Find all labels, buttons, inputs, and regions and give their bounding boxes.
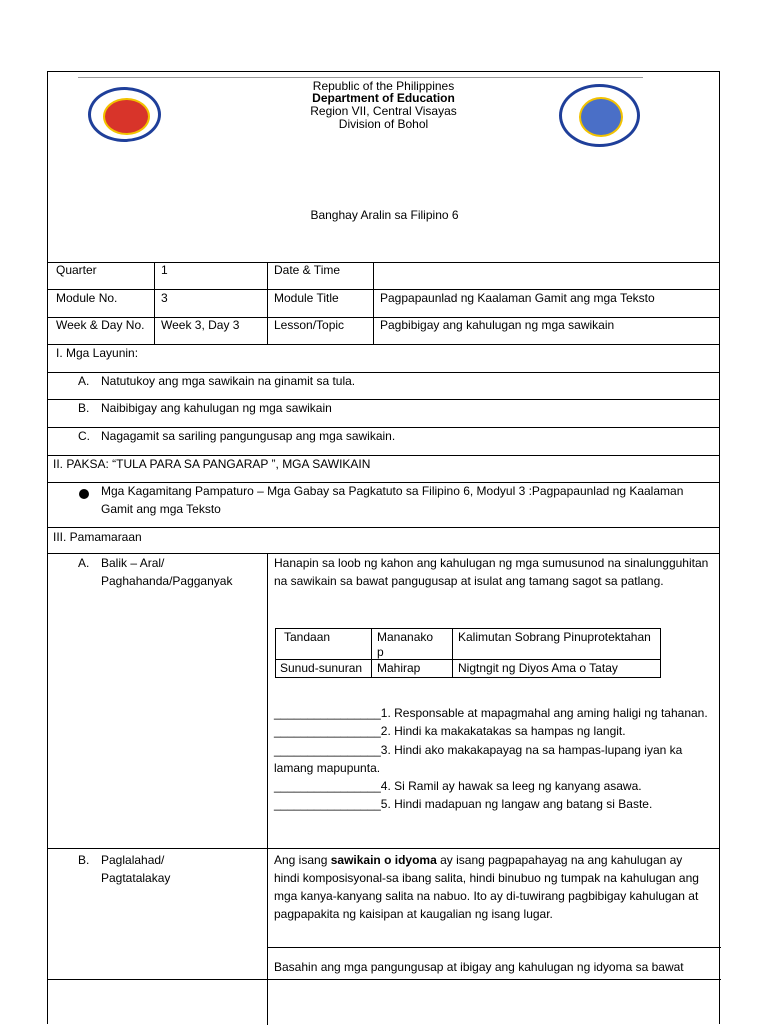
module-no-value: 3: [161, 291, 168, 305]
lesson-value: Pagbibigay ang kahulugan ng mga sawikain: [380, 318, 615, 332]
layunin-c-text: Nagagamit sa sariling pangungusap ang mga sawikain.: [101, 429, 396, 443]
exercise-item-1: ________________1. Responsable at mapagmahal ang aming haligi ng tahanan.: [274, 706, 708, 720]
word-box-cell: Mahirap: [377, 661, 421, 675]
word-box-cell: Sunud-sunuran: [280, 661, 363, 675]
exercise-item-3: ________________3. Hindi ako makakapayag na sa hampas-lupang iyan ka: [274, 743, 683, 757]
layunin-b-text: Naibibigay ang kahulugan ng mga sawikain: [101, 401, 332, 415]
step-a-letter: A.: [78, 556, 90, 570]
page-title: Banghay Aralin sa Filipino 6: [310, 208, 459, 222]
step-a-instruction-1: Hanapin sa loob ng kahon ang kahulugan ng mga sumusunod na sinalungguhitan: [274, 556, 709, 570]
layunin-heading: I. Mga Layunin:: [56, 346, 139, 360]
definition-line-3: mga kanya-kanyang salita na nabuo. Ito ay di-tuwirang pagbibigay kahulugan at: [274, 889, 699, 903]
word-box-cell: Mananako: [377, 630, 434, 644]
step-a-line-2: Paghahanda/Pagganyak: [101, 574, 233, 588]
step-b-line-2: Pagtatalakay: [101, 871, 171, 885]
term-bold: sawikain o idyoma: [330, 853, 437, 867]
word-box-cell: Kalimutan Sobrang Pinuprotektahan: [458, 630, 651, 644]
instruction-line: Basahin ang mga pangungusap at ibigay ang kahulugan ng idyoma sa bawat: [274, 960, 684, 974]
lesson-plan-frame: [47, 71, 720, 1024]
word-box-cell: Tandaan: [284, 630, 331, 644]
quarter-label: Quarter: [56, 263, 97, 277]
layunin-a-text: Natutukoy ang mga sawikain na ginamit sa tula.: [101, 374, 356, 388]
exercise-item-2: ________________2. Hindi ka makakatakas sa hampas ng langit.: [274, 724, 626, 738]
layunin-a-letter: A.: [78, 374, 90, 388]
header-rule: [78, 77, 643, 78]
step-b-letter: B.: [78, 853, 90, 867]
paksa-materials-line-1: Mga Kagamitang Pampaturo – Mga Gabay sa Pagkatuto sa Filipino 6, Modyul 3 :Pagpapaunlad ng Kaalaman: [101, 484, 684, 498]
week-label: Week & Day No.: [56, 318, 145, 332]
quarter-value: 1: [161, 263, 168, 277]
exercise-item-5: ________________5. Hindi madapuan ng langaw ang batang si Baste.: [274, 797, 653, 811]
week-value: Week 3, Day 3: [161, 318, 240, 332]
exercise-item-4: ________________4. Si Ramil ay hawak sa leeg ng kanyang asawa.: [274, 779, 642, 793]
definition-text: Ang isang: [274, 853, 331, 867]
header-line-3: Region VII, Central Visayas: [310, 104, 457, 118]
definition-line-4: pagpapakita ng kaisipan at kaugalian ng isang lugar.: [274, 907, 553, 921]
word-box-cell: p: [377, 645, 384, 659]
header-line-2: Department of Education: [312, 91, 455, 105]
header-line-1: Republic of the Philippines: [312, 79, 455, 93]
deped-seal-right: [559, 84, 640, 147]
bullet-icon: [79, 489, 89, 499]
word-box-cell: Nigtngit ng Diyos Ama o Tatay: [458, 661, 618, 675]
definition-line-2: hindi komposisyonal-sa ibang salita, hindi binubuo ng tumpak na kahulugan ang: [274, 871, 699, 885]
pamamaraan-heading: III. Pamamaraan: [53, 530, 142, 544]
paksa-heading: II. PAKSA: “TULA PARA SA PANGARAP ”, MGA SAWIKAIN: [53, 457, 371, 471]
layunin-b-letter: B.: [78, 401, 90, 415]
layunin-c-letter: C.: [78, 429, 90, 443]
module-title-value: Pagpapaunlad ng Kaalaman Gamit ang mga Teksto: [380, 291, 655, 305]
definition-text: ay isang pagpapahayag na ang kahulugan ay: [436, 853, 683, 867]
step-b-line-1: Paglalahad/: [101, 853, 165, 867]
step-a-line-1: Balik – Aral/: [101, 556, 165, 570]
lesson-label: Lesson/Topic: [274, 318, 345, 332]
datetime-label: Date & Time: [274, 263, 341, 277]
paksa-materials-line-2: Gamit ang mga Teksto: [101, 502, 221, 516]
module-title-label: Module Title: [274, 291, 339, 305]
module-no-label: Module No.: [56, 291, 118, 305]
header-line-4: Division of Bohol: [338, 117, 429, 131]
step-a-instruction-2: na sawikain sa bawat pangugusap at isulat ang tamang sagot sa patlang.: [274, 574, 664, 588]
word-box: [275, 628, 661, 678]
definition-line-1: [274, 853, 682, 868]
exercise-item-3-cont: lamang mapupunta.: [274, 761, 381, 775]
